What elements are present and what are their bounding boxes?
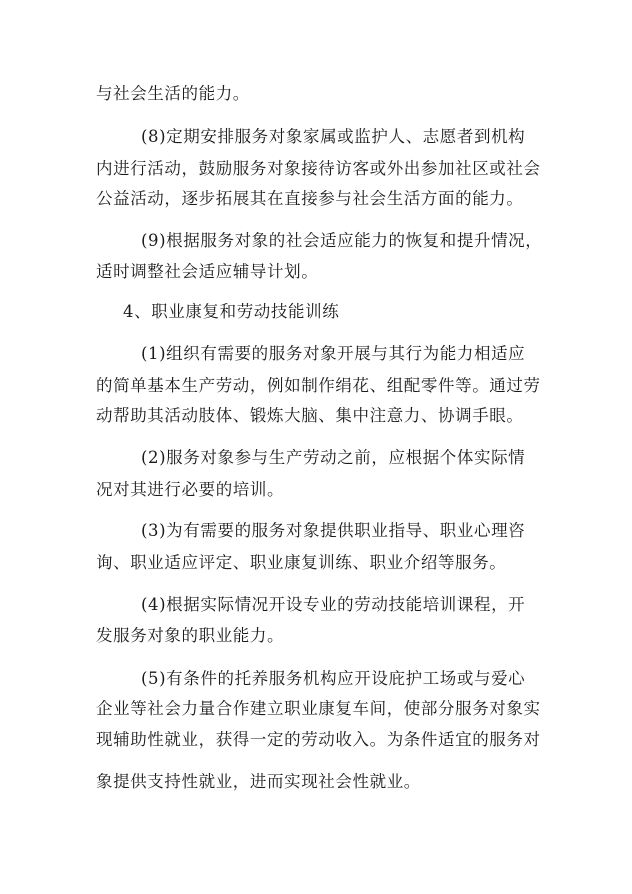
text-line: 适时调整社会适应辅导计划。 — [96, 262, 319, 281]
text-line: 与社会生活的能力。 — [96, 84, 250, 103]
text-line: 的简单基本生产劳动，例如制作绢花、组配零件等。通过劳 — [96, 376, 541, 395]
text-line: 公益活动，逐步拓展其在直接参与社会生活方面的能力。 — [96, 189, 524, 208]
text-line: 动帮助其活动肢体、锻炼大脑、集中注意力、协调手眼。 — [96, 406, 524, 425]
text-line: (9)根据服务对象的社会适应能力的恢复和提升情况， — [141, 231, 543, 250]
section-heading: 4、职业康复和劳动技能训练 — [123, 302, 340, 321]
text-line: 内进行活动，鼓励服务对象接待访客或外出参加社区或社会 — [96, 159, 541, 178]
text-line: 询、职业适应评定、职业康复训练、职业介绍等服务。 — [96, 553, 507, 572]
text-line: (8)定期安排服务对象家属或监护人、志愿者到机构 — [141, 127, 526, 146]
text-line: (5)有条件的托养服务机构应开设庇护工场或与爱心 — [141, 669, 526, 688]
text-line: (2)服务对象参与生产劳动之前，应根据个体实际情 — [141, 448, 526, 467]
text-line: 象提供支持性就业，进而实现社会性就业。 — [96, 772, 421, 791]
text-line: (3)为有需要的服务对象提供职业指导、职业心理咨 — [141, 521, 526, 540]
text-line: 现辅助性就业，获得一定的劳动收入。为条件适宜的服务对 — [96, 730, 541, 749]
text-line: (1)组织有需要的服务对象开展与其行为能力相适应 — [141, 344, 526, 363]
text-line: 况对其进行必要的培训。 — [96, 480, 285, 499]
text-line: 发服务对象的职业能力。 — [96, 626, 285, 645]
text-line: 企业等社会力量合作建立职业康复车间，使部分服务对象实 — [96, 699, 541, 718]
text-line: (4)根据实际情况开设专业的劳动技能培训课程，开 — [141, 595, 526, 614]
